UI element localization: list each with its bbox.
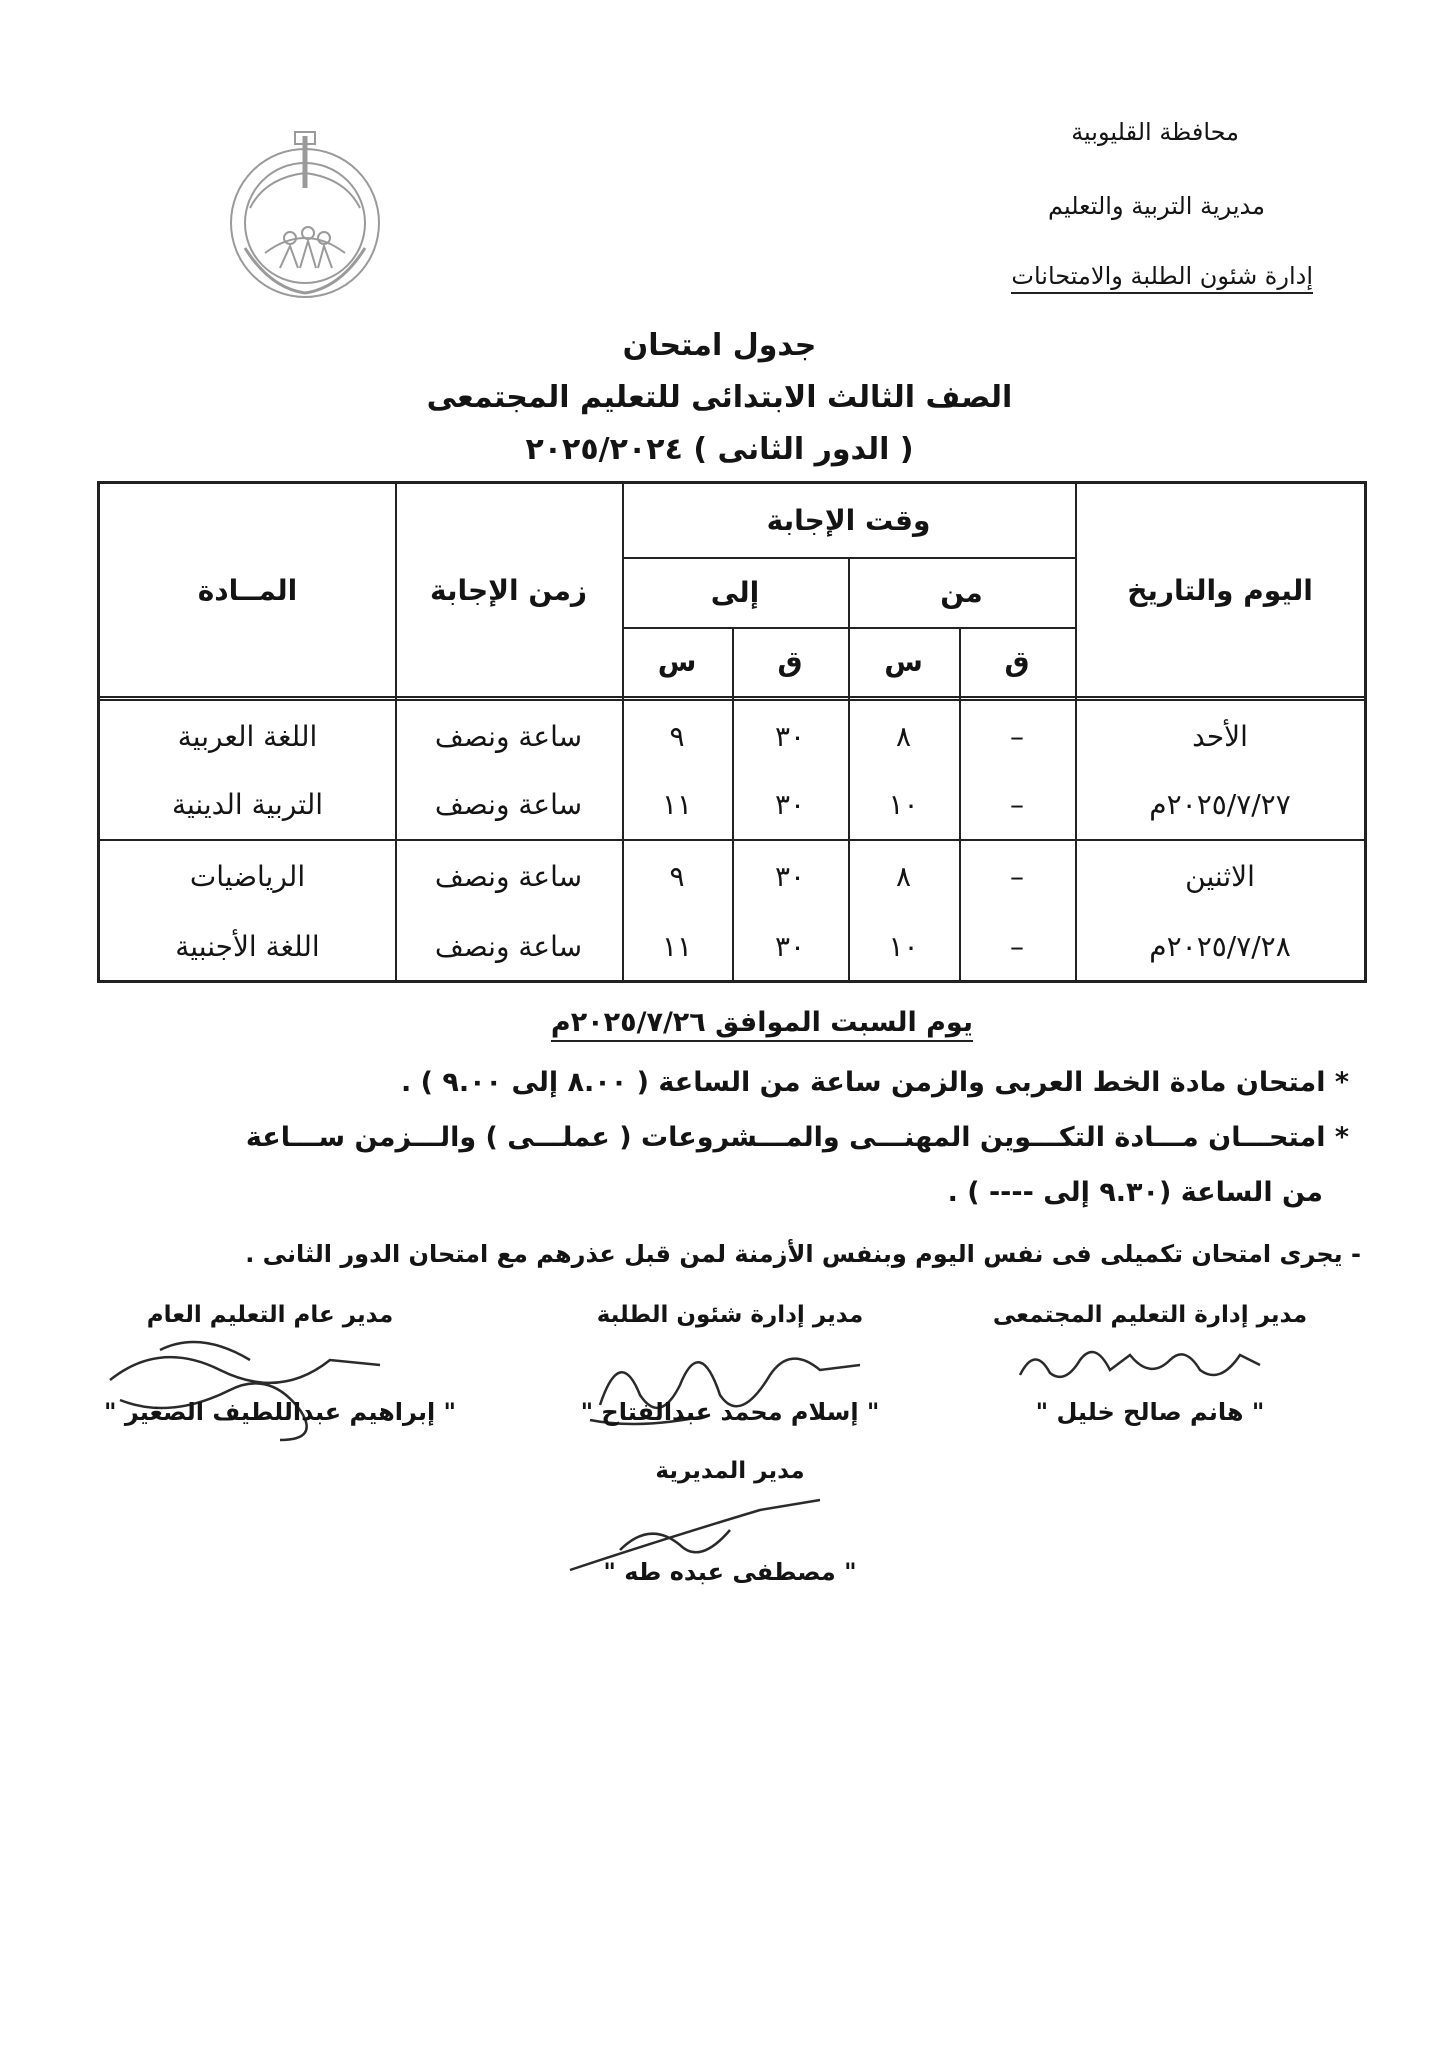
sig-community-name: " هانم صالح خليل "	[1035, 1398, 1265, 1426]
note-vocational-line1: * امتحـــان مـــادة التكـــوين المهنـــى والمـــشروعات ( عملـــى ) والـــزمن ســـاعة	[245, 1122, 1349, 1153]
col-day-header: اليوم والتاريخ	[1127, 573, 1313, 607]
col-subject-header: المــادة	[197, 573, 298, 607]
table-row: ٣٠	[774, 787, 806, 821]
title-exam-schedule: جدول امتحان	[622, 328, 817, 363]
table-row: –	[1010, 929, 1024, 963]
sig-directorate-title: مدير المديرية	[655, 1458, 805, 1484]
table-row: اللغة الأجنبية	[175, 929, 320, 963]
group1-date: ٢٠٢٥/٧/٢٧م	[1149, 787, 1291, 821]
table-row: ساعة ونصف	[434, 787, 583, 821]
directorate-seal-icon	[210, 128, 400, 303]
note-saturday: يوم السبت الموافق ٢٠٢٥/٧/٢٦م	[551, 1007, 973, 1042]
table-row: –	[1010, 859, 1024, 893]
table-row: ١١	[661, 787, 693, 821]
table-row: ساعة ونصف	[434, 719, 583, 753]
sig-students-name: " إسلام محمد عبدالفتاح "	[580, 1398, 880, 1426]
note-makeup-exam: - يجرى امتحان تكميلى فى نفس اليوم وبنفس الأزمنة لمن قبل عذرهم مع امتحان الدور الثانى .	[245, 1240, 1361, 1268]
group2-day: الاثنين	[1185, 859, 1255, 893]
sig-directorate-name: " مصطفى عبده طه "	[603, 1558, 857, 1586]
table-row: ساعة ونصف	[434, 859, 583, 893]
table-row: ١٠	[888, 929, 919, 963]
table-row: –	[1010, 787, 1024, 821]
col-answer-time-header: وقت الإجابة	[766, 504, 931, 537]
table-row: –	[1010, 719, 1024, 753]
col-from-s-header: س	[884, 645, 923, 678]
col-to-q-header: ق	[777, 645, 803, 678]
general-signature-icon	[100, 1320, 400, 1450]
table-row: التربية الدينية	[171, 787, 324, 821]
table-row: ٩	[669, 719, 685, 753]
exam-schedule-table	[97, 481, 1367, 983]
table-row: ٨	[895, 859, 912, 893]
table-row: ٨	[895, 719, 912, 753]
sig-general-name: " إبراهيم عبداللطيف الصغير "	[103, 1398, 457, 1426]
table-row: ١٠	[888, 787, 919, 821]
header-governorate: محافظة القليوبية	[1071, 118, 1239, 146]
sig-community-title: مدير إدارة التعليم المجتمعى	[992, 1302, 1308, 1328]
header-department: إدارة شئون الطلبة والامتحانات	[1011, 262, 1313, 294]
title-session-year: ( الدور الثانى ) ٢٠٢٥/٢٠٢٤	[525, 432, 914, 467]
community-signature-icon	[1010, 1335, 1270, 1395]
col-to-header: إلى	[710, 575, 760, 609]
table-row: ساعة ونصف	[434, 929, 583, 963]
group2-date: ٢٠٢٥/٧/٢٨م	[1149, 929, 1291, 963]
col-to-s-header: س	[657, 645, 697, 678]
note-calligraphy: * امتحان مادة الخط العربى والزمن ساعة من الساعة ( ٨.٠٠ إلى ٩.٠٠ ) .	[400, 1067, 1349, 1098]
table-row: اللغة العربية	[177, 719, 318, 753]
group1-day: الأحد	[1192, 719, 1248, 753]
table-row: ٣٠	[774, 719, 806, 753]
header-directorate: مديرية التربية والتعليم	[1048, 192, 1265, 220]
table-row: الرياضيات	[189, 859, 306, 893]
table-row: ٩	[669, 859, 685, 893]
table-row: ٣٠	[774, 929, 806, 963]
table-row: ٣٠	[774, 859, 806, 893]
col-from-q-header: ق	[1004, 645, 1030, 678]
title-grade: الصف الثالث الابتدائى للتعليم المجتمعى	[426, 380, 1013, 415]
table-row: ١١	[661, 929, 693, 963]
col-duration-header: زمن الإجابة	[429, 573, 588, 607]
sig-students-title: مدير إدارة شئون الطلبة	[596, 1302, 864, 1328]
sig-general-title: مدير عام التعليم العام	[146, 1302, 394, 1328]
note-vocational-line2: من الساعة (٩.٣٠ إلى ---- ) .	[947, 1177, 1323, 1208]
col-from-header: من	[940, 575, 983, 609]
